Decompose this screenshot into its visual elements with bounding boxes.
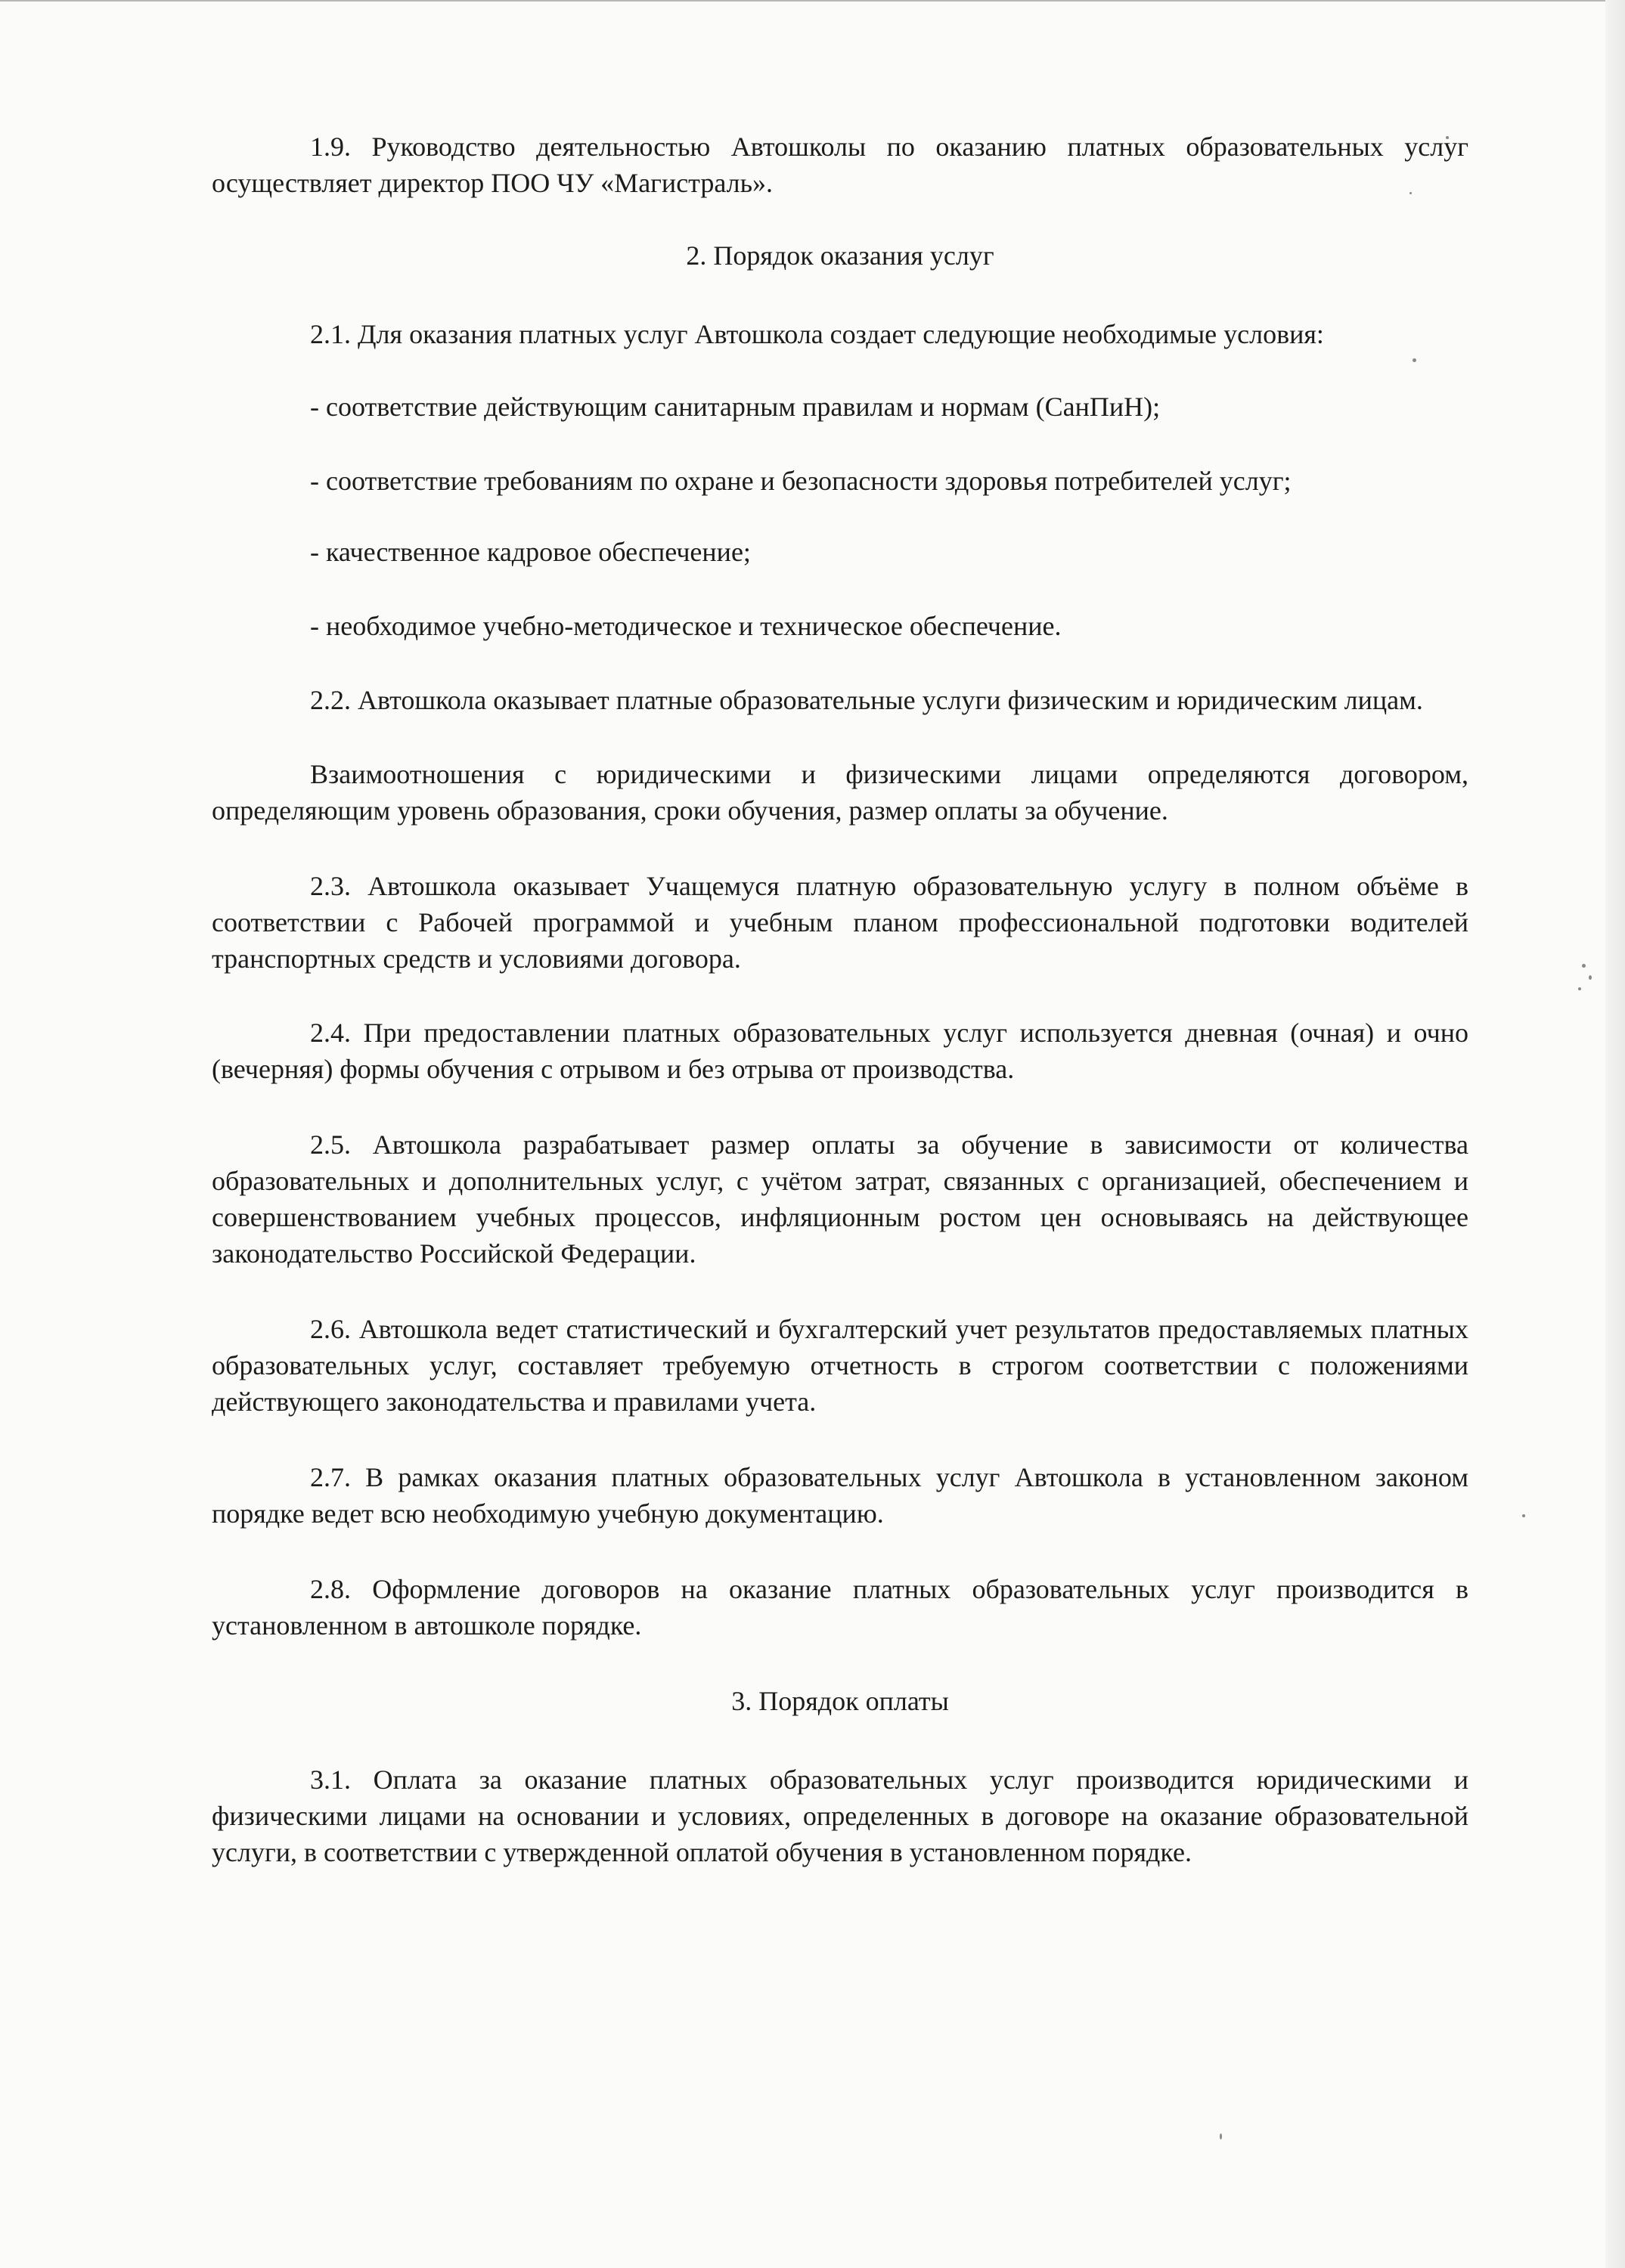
scan-speck <box>1522 1514 1525 1517</box>
paragraph-2-6: 2.6. Автошкола ведет статистический и бухгалтерский учет результатов предоставляемых платных образовательных услуг, составляет требуемую отчетность в строгом соответствии с положениями действующего законодательства и правилами учета. <box>212 1314 1468 1417</box>
page-right-edge <box>1605 0 1625 2268</box>
paragraph-2-8: 2.8. Оформление договоров на оказание платных образовательных услуг производится в установленном в автошколе порядке. <box>212 1574 1468 1641</box>
paragraph-3-1: 3.1. Оплата за оказание платных образовательных услуг производится юридическими и физическими лицами на основании и условиях, определенных в договоре на оказание образовательной услуги, в соответствии с утвержденной оплатой обучения в установленном порядке. <box>212 1765 1468 1867</box>
paragraph-2-2: 2.2. Автошкола оказывает платные образовательные услуги физическим и юридическим лицам. <box>310 685 1423 715</box>
scan-speck <box>1220 2133 1222 2139</box>
paragraph-2-5: 2.5. Автошкола разрабатывает размер оплаты за обучение в зависимости от количества образовательных и дополнительных услуг, с учётом затрат, связанных с организацией, обеспечением и совершенствованием учебных процессов, инфляционным ростом цен основываясь на действующее законодательство Российской Федерации. <box>212 1129 1468 1269</box>
document-body <box>212 129 1468 1870</box>
list-item: - соответствие требованиям по охране и безопасности здоровья потребителей услуг; <box>310 466 1292 496</box>
section-2-heading: 2. Порядок оказания услуг <box>686 240 994 271</box>
list-item: - соответствие действующим санитарным правилам и нормам (СанПиН); <box>310 392 1161 422</box>
scan-speck <box>1589 975 1592 980</box>
page-top-edge <box>0 0 1625 2</box>
list-item: - качественное кадровое обеспечение; <box>310 537 751 567</box>
paragraph-2-7: 2.7. В рамках оказания платных образовательных услуг Автошкола в установленном законом порядке ведет всю необходимую учебную документацию. <box>212 1462 1468 1529</box>
paragraph-2-3: 2.3. Автошкола оказывает Учащемуся платную образовательную услугу в полном объёме в соответствии с Рабочей программой и учебным планом профессиональной подготовки водителей транспортных средств и условиями договора. <box>212 871 1468 974</box>
scan-speck <box>1582 964 1586 968</box>
paragraph-relations: Взаимоотношения с юридическими и физическими лицами определяются договором, определяющим уровень образования, сроки обучения, размер оплаты за обучение. <box>212 759 1468 826</box>
section-3-heading: 3. Порядок оплаты <box>731 1686 949 1716</box>
list-item: - необходимое учебно-методическое и техническое обеспечение. <box>310 611 1062 641</box>
paragraph-2-1: 2.1. Для оказания платных услуг Автошкола создает следующие необходимые условия: <box>310 319 1324 349</box>
scan-speck <box>1578 987 1581 990</box>
paragraph-1-9: 1.9. Руководство деятельностью Автошколы по оказанию платных образовательных услуг осуществляет директор ПОО ЧУ «Магистраль». <box>212 132 1468 198</box>
paragraph-2-4: 2.4. При предоставлении платных образовательных услуг используется дневная (очная) и очно (вечерняя) формы обучения с отрывом и без отрыва от производства. <box>212 1018 1468 1084</box>
